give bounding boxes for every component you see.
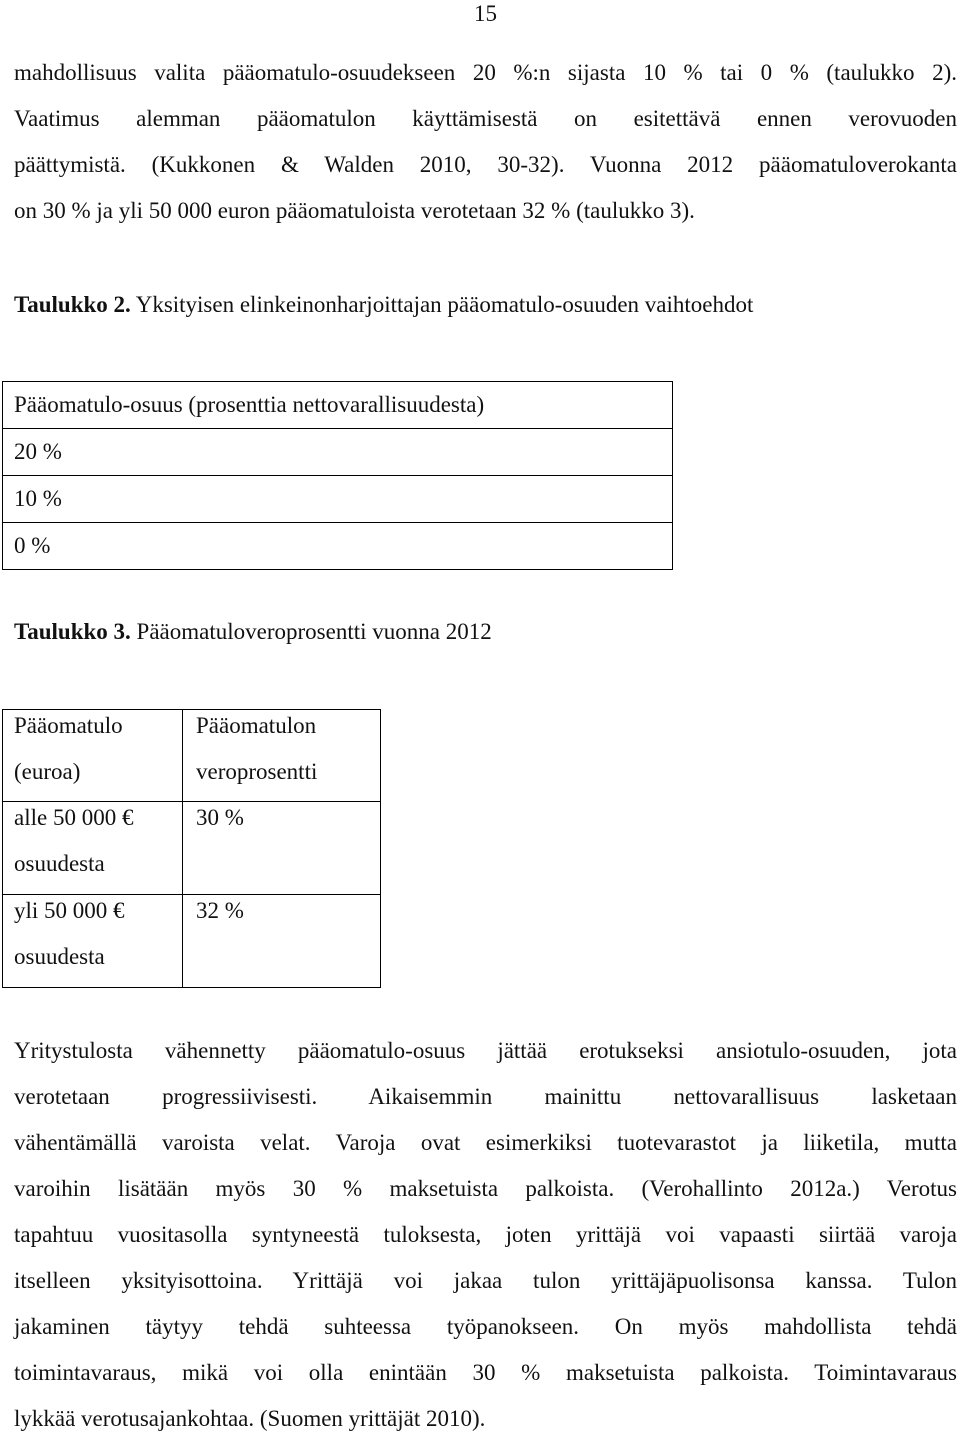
table3-cell [183,802,380,894]
table2-header-row: Pääomatulo-osuus (prosenttia nettovarallisuudesta) [3,382,672,429]
table3-caption-label: Taulukko 3. [14,619,131,644]
table3-caption-text: Pääomatuloveroprosentti vuonna 2012 [136,619,492,644]
paragraph-line: vähentämällä varoista velat. Varoja ovat esimerkiksi tuotevarastot ja liiketila, mutta [14,1130,957,1155]
paragraph-intro [14,59,957,225]
table3-cell-amount: yli 50 000 € osuudesta [14,897,125,969]
table3-header-cell [3,710,183,802]
page-number: 15 [474,1,497,26]
table2-caption-text: Yksityisen elinkeinonharjoittajan pääomatulo-osuuden vaihtoehdot [135,292,754,317]
table3-cell [3,802,183,894]
paragraph-line: itselleen yksityisottoina. Yrittäjä voi jakaa tulon yrittäjäpuolisonsa kanssa. Tulon [14,1268,957,1293]
table3-cell-amount: alle 50 000 € osuudesta [14,805,134,877]
table3-caption [14,618,492,646]
paragraph-line: verotetaan progressiivisesti. Aikaisemmin mainittu nettovarallisuus lasketaan [14,1084,957,1109]
table3-cell-rate: 30 % [196,805,244,831]
table3-cell [183,895,380,987]
table3-cell-rate: 32 % [196,897,244,923]
table3-header-rate: Pääomatulon veroprosentti [196,713,318,784]
table2-row: 20 % [3,429,672,476]
table2 [2,381,673,570]
table2-caption [14,291,753,319]
table3 [2,709,381,988]
paragraph-line: toimintavaraus, mikä voi olla enintään 30 % maksetuista palkoista. Toimintavaraus [14,1360,957,1385]
paragraph-line: varoihin lisätään myös 30 % maksetuista palkoista. (Verohallinto 2012a.) Verotus [14,1176,957,1201]
paragraph-line: lykkää verotusajankohtaa. (Suomen yrittäjät 2010). [14,1406,486,1431]
table3-cell [3,895,183,987]
table2-row: 10 % [3,476,672,523]
paragraph-line: Vaatimus alemman pääomatulon käyttämisestä on esitettävä ennen verovuoden [14,106,957,131]
table2-row: 0 % [14,533,51,558]
paragraph-line: Yritystulosta vähennetty pääomatulo-osuus jättää erotukseksi ansiotulo-osuuden, jota [14,1038,957,1063]
paragraph-line: päättymistä. (Kukkonen & Walden 2010, 30-32). Vuonna 2012 pääomatuloverokanta [14,152,957,177]
table3-header-cell [183,710,380,802]
table3-header-amount: Pääomatulo (euroa) [14,713,123,784]
paragraph-line: jakaminen täytyy tehdä suhteessa työpanokseen. On myös mahdollista tehdä [14,1314,957,1339]
paragraph-line: tapahtuu vuositasolla syntyneestä tuloksesta, joten yrittäjä voi vapaasti siirtää varoja [14,1222,957,1247]
paragraph-line: on 30 % ja yli 50 000 euron pääomatuloista verotetaan 32 % (taulukko 3). [14,198,695,223]
table2-caption-label: Taulukko 2. [14,292,131,317]
paragraph-line: mahdollisuus valita pääomatulo-osuudekseen 20 %:n sijasta 10 % tai 0 % (taulukko 2). [14,60,957,85]
paragraph-body [14,1037,957,1433]
